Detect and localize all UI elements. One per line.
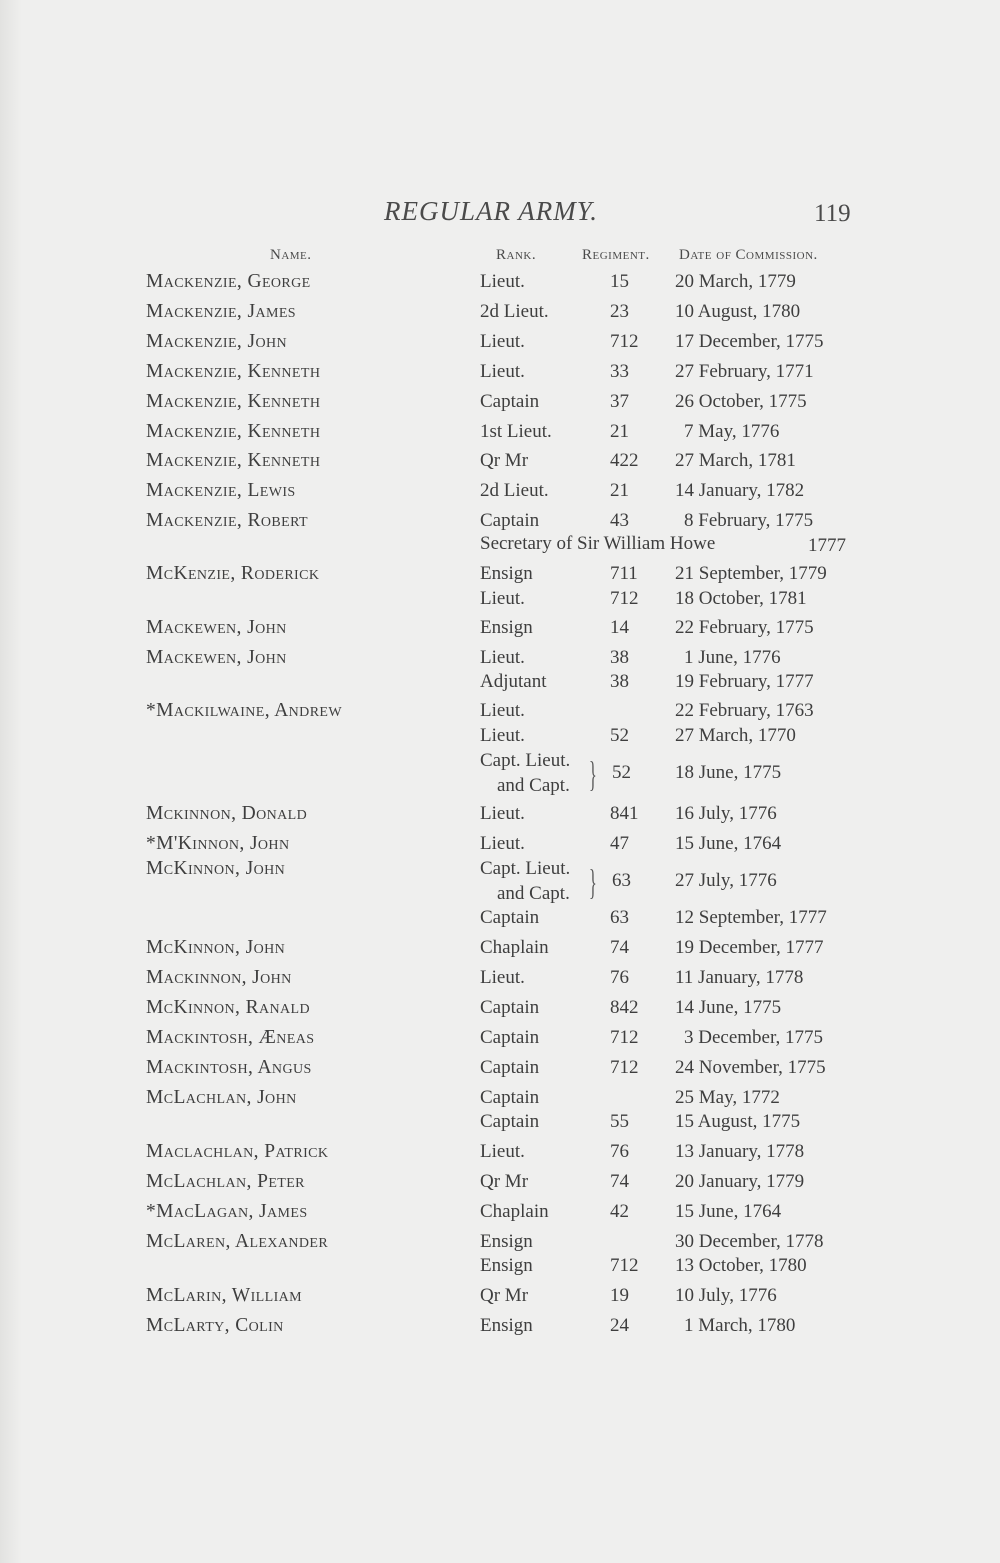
regiment-cell: 21 — [610, 421, 629, 442]
name-cell: Mackintosh, Angus — [146, 1057, 312, 1078]
name-cell: Mackewen, John — [146, 647, 287, 668]
rank-cell: Ensign — [480, 1255, 533, 1276]
rank-cell: Lieut. — [480, 271, 525, 292]
date-cell: 27 March, 1781 — [675, 450, 796, 471]
table-row — [0, 1199, 1000, 1225]
name-cell: Mackenzie, James — [146, 301, 296, 322]
rank-cell: Chaplain — [480, 1201, 549, 1222]
date-cell: 19 February, 1777 — [675, 671, 814, 692]
rank-cell: Ensign — [480, 1231, 533, 1252]
rank-cell: 2d Lieut. — [480, 480, 549, 501]
table-row — [0, 905, 1000, 931]
regiment-cell: 63 — [610, 907, 629, 928]
regiment-cell: 712 — [610, 1255, 639, 1276]
regiment-cell: 14 — [610, 617, 629, 638]
table-row — [0, 269, 1000, 295]
regiment-cell: 55 — [610, 1111, 629, 1132]
table-row — [0, 801, 1000, 827]
name-cell: McKinnon, John — [146, 858, 286, 879]
date-cell: 11 January, 1778 — [675, 967, 804, 988]
table-row — [0, 448, 1000, 474]
name-cell: McLarty, Colin — [146, 1315, 284, 1336]
table-row — [0, 698, 1000, 724]
name-cell: Mackenzie, Kenneth — [146, 391, 321, 412]
date-cell: 12 September, 1777 — [675, 907, 827, 928]
name-cell: Mckinnon, Donald — [146, 803, 308, 824]
secretary-note — [480, 531, 880, 557]
date-cell: 16 July, 1776 — [675, 803, 777, 824]
regiment-cell: 712 — [610, 1027, 639, 1048]
name-cell: Maclachlan, Patrick — [146, 1141, 329, 1162]
table-row — [0, 831, 1000, 857]
name-cell: McLachlan, John — [146, 1087, 297, 1108]
name-cell: McLaren, Alexander — [146, 1231, 329, 1252]
regiment-cell: 63 — [612, 870, 631, 891]
table-row — [0, 748, 1000, 804]
table-row — [0, 1253, 1000, 1279]
rank-cell-line2: and Capt. — [497, 775, 570, 796]
table-row — [0, 478, 1000, 504]
rank-cell-line2: and Capt. — [497, 883, 570, 904]
name-cell: Mackenzie, Robert — [146, 510, 308, 531]
secretary-note-text: Secretary of Sir William Howe — [480, 533, 716, 554]
rank-cell: Captain — [480, 391, 540, 412]
table-row — [0, 995, 1000, 1021]
regiment-cell: 76 — [610, 1141, 629, 1162]
date-cell: 20 March, 1779 — [675, 271, 796, 292]
column-header-rank: Rank. — [496, 247, 537, 263]
page-number: 119 — [814, 200, 851, 227]
date-cell: 1 March, 1780 — [684, 1315, 796, 1336]
rank-cell: Lieut. — [480, 588, 525, 609]
date-cell: 18 October, 1781 — [675, 588, 807, 609]
rank-cell: 1st Lieut. — [480, 421, 552, 442]
rank-cell: Lieut. — [480, 725, 525, 746]
date-cell: 26 October, 1775 — [675, 391, 807, 412]
brace-glyph: } — [589, 754, 597, 794]
table-row — [0, 561, 1000, 587]
rank-cell: Lieut. — [480, 331, 525, 352]
rank-cell: Lieut. — [480, 967, 525, 988]
date-cell: 3 December, 1775 — [684, 1027, 824, 1048]
date-cell: 22 February, 1775 — [675, 617, 814, 638]
regiment-cell: 422 — [610, 450, 639, 471]
regiment-cell: 38 — [610, 647, 629, 668]
date-cell: 27 July, 1776 — [675, 870, 777, 891]
rank-cell: Captain — [480, 1027, 540, 1048]
regiment-cell: 712 — [610, 588, 639, 609]
rank-cell: Captain — [480, 510, 540, 531]
date-cell: 25 May, 1772 — [675, 1087, 780, 1108]
name-cell: McLarin, William — [146, 1285, 302, 1306]
table-row — [0, 586, 1000, 612]
date-cell: 20 January, 1779 — [675, 1171, 805, 1192]
rank-cell: Ensign — [480, 1315, 533, 1336]
regiment-cell: 52 — [612, 762, 631, 783]
name-cell: McKenzie, Roderick — [146, 563, 320, 584]
table-row — [0, 723, 1000, 749]
column-header-date: Date of Commission. — [679, 247, 818, 263]
date-cell: 19 December, 1777 — [675, 937, 824, 958]
name-cell: *M'Kinnon, John — [146, 833, 290, 854]
table-row — [0, 965, 1000, 991]
regiment-cell: 24 — [610, 1315, 629, 1336]
date-cell: 18 June, 1775 — [675, 762, 782, 783]
table-row — [0, 856, 1000, 912]
table-row — [0, 645, 1000, 671]
rank-cell: Lieut. — [480, 803, 525, 824]
rank-cell: Captain — [480, 907, 540, 928]
regiment-cell: 841 — [610, 803, 639, 824]
rank-cell: Adjutant — [480, 671, 547, 692]
regiment-cell: 74 — [610, 937, 629, 958]
name-cell: *MacLagan, James — [146, 1201, 308, 1222]
date-cell: 15 June, 1764 — [675, 833, 782, 854]
table-row — [0, 1169, 1000, 1195]
date-cell: 27 February, 1771 — [675, 361, 814, 382]
regiment-cell: 43 — [610, 510, 629, 531]
table-row — [0, 1109, 1000, 1135]
table-row — [0, 1025, 1000, 1051]
name-cell: McKinnon, Ranald — [146, 997, 311, 1018]
rank-cell-line1: Capt. Lieut. — [480, 750, 571, 771]
name-cell: Mackintosh, Æneas — [146, 1027, 315, 1048]
secretary-note-year: 1777 — [808, 535, 846, 556]
date-cell: 27 March, 1770 — [675, 725, 796, 746]
name-cell: Mackinnon, John — [146, 967, 292, 988]
table-row — [0, 1139, 1000, 1165]
regiment-cell: 712 — [610, 1057, 639, 1078]
regiment-cell: 52 — [610, 725, 629, 746]
rank-cell: Qr Mr — [480, 450, 529, 471]
table-row — [0, 1055, 1000, 1081]
date-cell: 21 September, 1779 — [675, 563, 827, 584]
date-cell: 30 December, 1778 — [675, 1231, 824, 1252]
rank-cell: Captain — [480, 1087, 540, 1108]
rank-cell: Ensign — [480, 563, 533, 584]
regiment-cell: 47 — [610, 833, 629, 854]
table-row — [0, 935, 1000, 961]
regiment-cell: 42 — [610, 1201, 629, 1222]
rank-cell: Lieut. — [480, 647, 525, 668]
table-row — [0, 1313, 1000, 1339]
rank-cell: Lieut. — [480, 361, 525, 382]
regiment-cell: 38 — [610, 671, 629, 692]
table-row — [0, 1085, 1000, 1111]
regiment-cell: 19 — [610, 1285, 629, 1306]
rank-cell: Captain — [480, 997, 540, 1018]
table-row — [0, 359, 1000, 385]
rank-cell-line1: Capt. Lieut. — [480, 858, 571, 879]
rank-cell: Qr Mr — [480, 1285, 529, 1306]
rank-cell: Ensign — [480, 617, 533, 638]
name-cell: Mackenzie, Kenneth — [146, 361, 321, 382]
rank-cell: Qr Mr — [480, 1171, 529, 1192]
date-cell: 13 October, 1780 — [675, 1255, 807, 1276]
date-cell: 22 February, 1763 — [675, 700, 814, 721]
rank-cell: Chaplain — [480, 937, 549, 958]
regiment-cell: 23 — [610, 301, 629, 322]
date-cell: 17 December, 1775 — [675, 331, 824, 352]
rank-cell: Lieut. — [480, 833, 525, 854]
regiment-cell: 711 — [610, 563, 638, 584]
table-row — [0, 1229, 1000, 1255]
regiment-cell: 76 — [610, 967, 629, 988]
name-cell: McKinnon, John — [146, 937, 286, 958]
regiment-cell: 842 — [610, 997, 639, 1018]
column-header-name: Name. — [270, 247, 312, 263]
regiment-cell: 712 — [610, 331, 639, 352]
date-cell: 13 January, 1778 — [675, 1141, 805, 1162]
date-cell: 14 June, 1775 — [675, 997, 782, 1018]
regiment-cell: 37 — [610, 391, 629, 412]
table-row — [0, 299, 1000, 325]
name-cell: McLachlan, Peter — [146, 1171, 305, 1192]
table-row — [0, 419, 1000, 445]
name-cell: Mackenzie, Kenneth — [146, 450, 321, 471]
table-row — [0, 615, 1000, 641]
date-cell: 1 June, 1776 — [684, 647, 781, 668]
table-row — [0, 669, 1000, 695]
regiment-cell: 21 — [610, 480, 629, 501]
rank-cell: 2d Lieut. — [480, 301, 549, 322]
name-cell: Mackewen, John — [146, 617, 287, 638]
regiment-cell: 74 — [610, 1171, 629, 1192]
column-header-regiment: Regiment. — [582, 247, 650, 263]
date-cell: 7 May, 1776 — [684, 421, 780, 442]
name-cell: Mackenzie, George — [146, 271, 311, 292]
date-cell: 8 February, 1775 — [684, 510, 814, 531]
rank-cell: Lieut. — [480, 1141, 525, 1162]
date-cell: 15 June, 1764 — [675, 1201, 782, 1222]
regiment-cell: 33 — [610, 361, 629, 382]
rank-cell: Lieut. — [480, 700, 525, 721]
name-cell: Mackenzie, Lewis — [146, 480, 296, 501]
name-cell: Mackenzie, Kenneth — [146, 421, 321, 442]
brace-glyph: } — [589, 862, 597, 902]
regiment-cell: 15 — [610, 271, 629, 292]
rank-cell: Captain — [480, 1111, 540, 1132]
date-cell: 10 August, 1780 — [675, 301, 801, 322]
running-title: REGULAR ARMY. — [384, 196, 599, 226]
date-cell: 15 August, 1775 — [675, 1111, 801, 1132]
name-cell: *Mackilwaine, Andrew — [146, 700, 342, 721]
date-cell: 24 November, 1775 — [675, 1057, 826, 1078]
date-cell: 10 July, 1776 — [675, 1285, 777, 1306]
rank-cell: Captain — [480, 1057, 540, 1078]
table-row — [0, 329, 1000, 355]
date-cell: 14 January, 1782 — [675, 480, 805, 501]
table-row — [0, 1283, 1000, 1309]
name-cell: Mackenzie, John — [146, 331, 287, 352]
table-row — [0, 389, 1000, 415]
